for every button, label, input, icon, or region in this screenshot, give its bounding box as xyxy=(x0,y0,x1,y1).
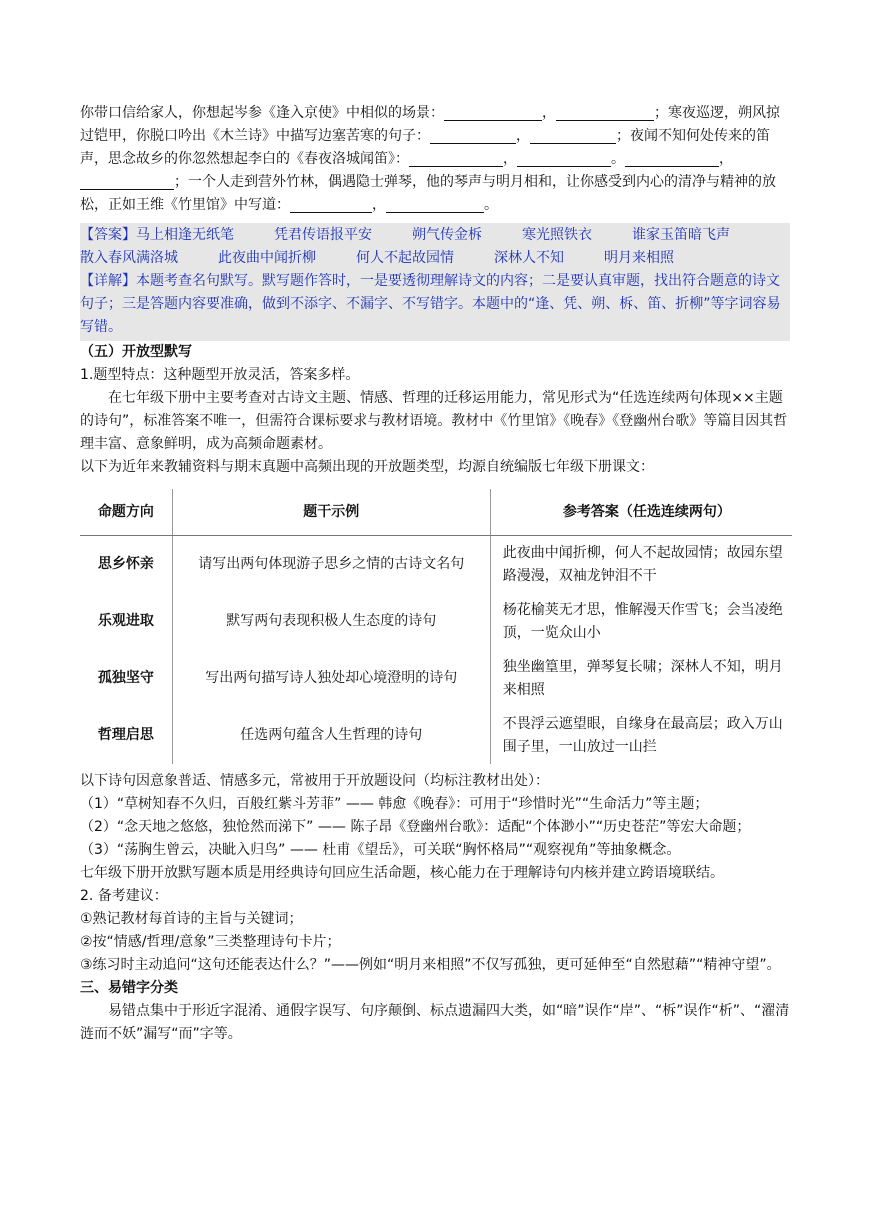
cell-example: 请写出两句体现游子思乡之情的古诗文名句 xyxy=(172,536,490,594)
table-row xyxy=(80,536,792,594)
answer-blank[interactable] xyxy=(517,150,611,167)
answer-blank[interactable] xyxy=(530,127,616,144)
intro-text-3: ；夜闻不知何处传来的笛声，思念故乡的你忽然想起李白的《春夜洛城闻笛》： xyxy=(80,128,770,167)
cell-example: 写出两句描写诗人独处却心境澄明的诗句 xyxy=(172,650,490,707)
answer-label: 【答案】 xyxy=(80,227,136,243)
cell-direction: 乐观进取 xyxy=(80,593,172,650)
cell-direction: 思乡怀亲 xyxy=(80,536,172,594)
intro-paragraph: 你带口信给家人，你想起岑参《逢入京使》中相似的场景： ， ；寒夜巡逻，朔风掠过铠甲，你脱口吟出《木兰诗》中描写边塞苦寒的句子： ， ；夜闻不知何处传来的笛声，思念故乡的你忽然想起李白的《春夜洛城闻笛》： ， 。 ，；一个人走到营外竹林，偶遇隐士弹琴，他的琴声与明月相和，让你感受到内心的清净与精神的放松，正如王维《竹里馆》中写道： ， 。 xyxy=(80,105,780,213)
point-1: 1.题型特点：这种题型开放灵活，答案多样。 xyxy=(80,367,360,383)
detail-label: 【详解】 xyxy=(80,273,136,289)
point-2: 2. 备考建议： xyxy=(80,888,168,904)
answer-blank[interactable] xyxy=(430,127,516,144)
summary: 七年级下册开放默写题本质是用经典诗句回应生活命题，核心能力在于理解诗句内核并建立跨语境联结。 xyxy=(80,865,724,881)
table-lead: 以下为近年来教辅资料与期末真题中高频出现的开放题类型，均源自统编版七年级下册课文： xyxy=(80,459,654,475)
cell-answer: 此夜曲中闻折柳，何人不起故园情；故园东望路漫漫，双袖龙钟泪不干 xyxy=(502,544,783,584)
cell-example: 默写两句表现积极人生态度的诗句 xyxy=(172,593,490,650)
answer-blank[interactable] xyxy=(444,104,542,121)
cell-direction: 哲理启思 xyxy=(80,707,172,764)
intro-text-1: 你带口信给家人，你想起岑参《逢入京使》中相似的场景： xyxy=(80,105,444,121)
section-3-paragraph: 易错点集中于形近字混淆、通假字误写、句序颠倒、标点遗漏四大类，如“暗”误作“岸”、“柝”误作“析”、“濯清涟而不妖”漏写“而”字等。 xyxy=(80,1003,790,1042)
detail-paragraph xyxy=(80,270,790,339)
poem-item: （2）“念天地之悠悠，独怆然而涕下” —— 陈子昂《登幽州台歌》：适配“个体渺小”“历史苍茫”等宏大命题； xyxy=(80,819,751,835)
table-row xyxy=(80,707,792,764)
cell-example: 任选两句蕴含人生哲理的诗句 xyxy=(172,707,490,764)
answer-blank[interactable] xyxy=(80,173,174,190)
poem-item: （1）“草树知春不久归，百般红紫斗芳菲” —— 韩愈《晚春》：可用于“珍惜时光”“生命活力”等主题； xyxy=(80,796,709,812)
answer-blank[interactable] xyxy=(409,150,503,167)
table-row xyxy=(80,593,792,650)
answer-box xyxy=(80,223,790,341)
answer-blank[interactable] xyxy=(556,104,654,121)
header-direction: 命题方向 xyxy=(80,489,172,536)
section-5-title: （五）开放型默写 xyxy=(80,344,192,360)
answer-line: 【答案】马上相逢无纸笔 凭君传语报平安 朔气传金柝 寒光照铁衣 谁家玉笛暗飞声 散入春风满洛城 此夜曲中闻折柳 何人不起故园情 深林人不知 明月来相照 xyxy=(80,227,730,266)
intro-text-4: ；一个人走到营外竹林，偶遇隐士弹琴，他的琴声与明月相和，让你感受到内心的清净与精神的放松，正如王维《竹里馆》中写道： xyxy=(80,174,776,213)
table-header-row xyxy=(80,489,792,536)
cell-direction: 孤独坚守 xyxy=(80,650,172,707)
section-3-title: 三、易错字分类 xyxy=(80,980,178,996)
tip-item: ②按“情感/哲理/意象”三类整理诗句卡片； xyxy=(80,934,341,950)
open-question-table xyxy=(80,489,792,764)
poem-item: （3）“荡胸生曾云，决眦入归鸟” —— 杜甫《望岳》，可关联“胸怀格局”“观察视角”等抽象概念。 xyxy=(80,842,681,858)
cell-answer: 杨花榆荚无才思，惟解漫天作雪飞；会当凌绝顶，一览众山小 xyxy=(502,601,783,641)
cell-answer: 不畏浮云遮望眼，自缘身在最高层；政入万山围子里，一山放过一山拦 xyxy=(502,715,783,755)
answer-blank[interactable] xyxy=(386,196,484,213)
tip-item: ①熟记教材每首诗的主旨与关键词； xyxy=(80,911,303,927)
header-answer: 参考答案（任选连续两句） xyxy=(490,489,792,536)
tip-item: ③练习时主动追问“这句还能表达什么？”——例如“明月来相照”不仅写孤独，更可延伸至“自然慰藉”“精神守望”。 xyxy=(80,957,781,973)
answer-blank[interactable] xyxy=(290,196,372,213)
cell-answer: 独坐幽篁里，弹琴复长啸；深林人不知，明月来相照 xyxy=(502,658,783,698)
intro-text-2: ；寒夜巡逻，朔风掠过铠甲，你脱口吟出《木兰诗》中描写边塞苦寒的句子： xyxy=(80,105,780,144)
section-5-paragraph: 在七年级下册中主要考查对古诗文主题、情感、哲理的迁移运用能力，常见形式为“任选连续两句体现××主题的诗句”，标准答案不唯一，但需符合课标要求与教材语境。教材中《竹里馆》《晚春》《登幽州台歌》等篇目因其哲理丰富、意象鲜明，成为高频命题素材。 xyxy=(80,390,788,452)
table-row xyxy=(80,650,792,707)
header-example: 题干示例 xyxy=(172,489,490,536)
detail-text: 本题考查名句默写。默写题作答时，一是要透彻理解诗文的内容；二是要认真审题，找出符合题意的诗文句子；三是答题内容要准确，做到不添字、不漏字、不写错字。本题中的“逢、凭、朔、柝、笛、折柳”等字词容易写错。 xyxy=(80,273,781,335)
answer-blank[interactable] xyxy=(625,150,719,167)
poem-lead: 以下诗句因意象普适、情感多元，常被用于开放题设问（均标注教材出处）： xyxy=(80,773,549,789)
